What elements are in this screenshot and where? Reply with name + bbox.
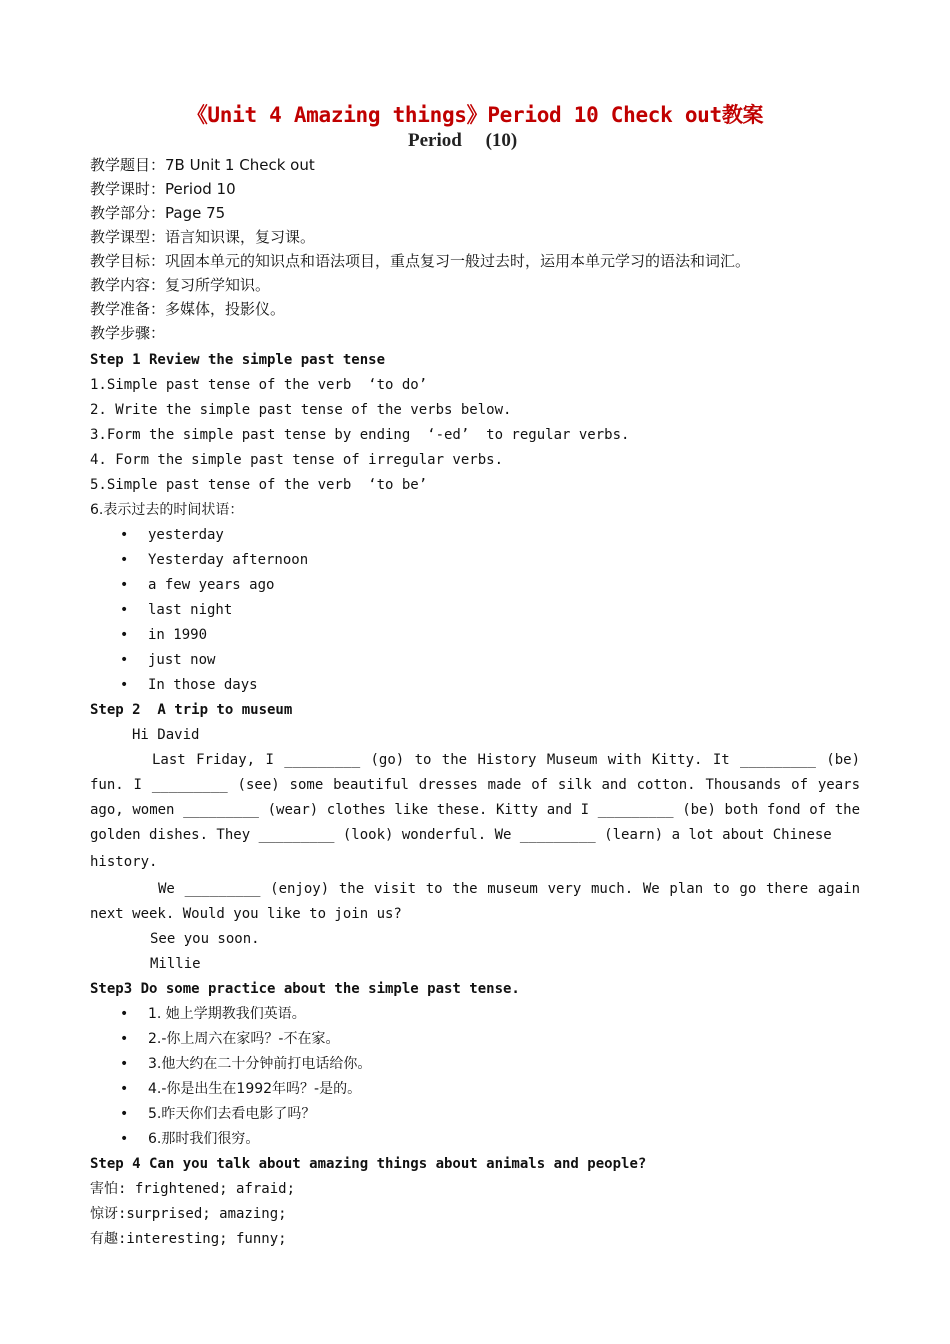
step-2-section (90, 698, 860, 977)
period-subtitle: Period (10) (408, 130, 518, 151)
step-1-item: 3.Form the simple past tense by ending ‘-ed’ to regular verbs. (90, 427, 630, 443)
vocab-line: 有趣:interesting; funny; (90, 1231, 287, 1247)
lesson-meta (90, 153, 860, 345)
letter-paragraph-2: We _________ (enjoy) the visit to the museum very much. We plan to go there again next week. Would you like to join us? (90, 881, 860, 922)
letter-paragraph-1-end: history. (90, 854, 158, 870)
meta-steps: 教学步骤： (90, 324, 166, 342)
time-expression-item: • In those days (90, 673, 860, 698)
practice-item: • 2.-你上周六在家吗？-不在家。 (90, 1027, 860, 1052)
step-1-item: 2. Write the simple past tense of the verbs below. (90, 402, 512, 418)
step-3-heading: Step3 Do some practice about the simple past tense. (90, 981, 520, 997)
practice-item: • 5.昨天你们去看电影了吗？ (90, 1102, 860, 1127)
vocab-line: 惊讶:surprised; amazing; (90, 1206, 287, 1222)
meta-content: 教学内容：复习所学知识。 (90, 276, 271, 294)
step-4-section (90, 1152, 860, 1252)
step-1-section (90, 348, 860, 698)
practice-item: • 4.-你是出生在1992年吗？-是的。 (90, 1077, 860, 1102)
step-2-heading: Step 2 A trip to museum (90, 702, 293, 718)
letter-signature: Millie (150, 956, 201, 972)
time-expression-item: • last night (90, 598, 860, 623)
step-1-item: 1.Simple past tense of the verb ‘to do’ (90, 377, 428, 393)
step-1-heading: Step 1 Review the simple past tense (90, 352, 386, 368)
step-4-heading: Step 4 Can you talk about amazing things about animals and people? (90, 1156, 647, 1172)
time-expression-item: • just now (90, 648, 860, 673)
letter-greeting: Hi David (132, 727, 200, 743)
meta-period: 教学课时：Period 10 (90, 180, 236, 198)
step-1-item: 5.Simple past tense of the verb ‘to be’ (90, 477, 428, 493)
lesson-plan-body (90, 153, 860, 1252)
step-3-section (90, 977, 860, 1152)
vocab-line: 害怕: frightened; afraid; (90, 1181, 296, 1197)
page-title: 《Unit 4 Amazing things》Period 10 Check out教案 (186, 103, 764, 127)
meta-topic: 教学题目：7B Unit 1 Check out (90, 156, 315, 174)
step-1-item: 6.表示过去的时间状语： (90, 502, 244, 518)
practice-item: • 6.那时我们很穷。 (90, 1127, 860, 1152)
time-expression-item: • Yesterday afternoon (90, 548, 860, 573)
time-expression-item: • in 1990 (90, 623, 860, 648)
letter-paragraph-1: Last Friday, I _________ (go) to the History Museum with Kitty. It _________ (be) fun. I _________ (see) some beautiful dresses made of silk and cotton. Thousands of years ago, women _________ (wear) clothes like these. Kitty and I _________ (be) both fond of the golden dishes. They _________ (look) wonderful. We _________ (learn) a lot about Chinese (90, 752, 860, 843)
meta-lesson-type: 教学课型：语言知识课，复习课。 (90, 228, 316, 246)
meta-preparation: 教学准备：多媒体，投影仪。 (90, 300, 286, 318)
meta-page: 教学部分：Page 75 (90, 204, 226, 222)
practice-item: • 3.他大约在二十分钟前打电话给你。 (90, 1052, 860, 1077)
practice-item: • 1. 她上学期教我们英语。 (90, 1002, 860, 1027)
meta-objectives: 教学目标：巩固本单元的知识点和语法项目，重点复习一般过去时，运用本单元学习的语法和词汇。 (90, 252, 751, 270)
time-expression-item: • yesterday (90, 523, 860, 548)
letter-closing: See you soon. (150, 931, 260, 947)
step-1-item: 4. Form the simple past tense of irregular verbs. (90, 452, 504, 468)
time-expression-item: • a few years ago (90, 573, 860, 598)
